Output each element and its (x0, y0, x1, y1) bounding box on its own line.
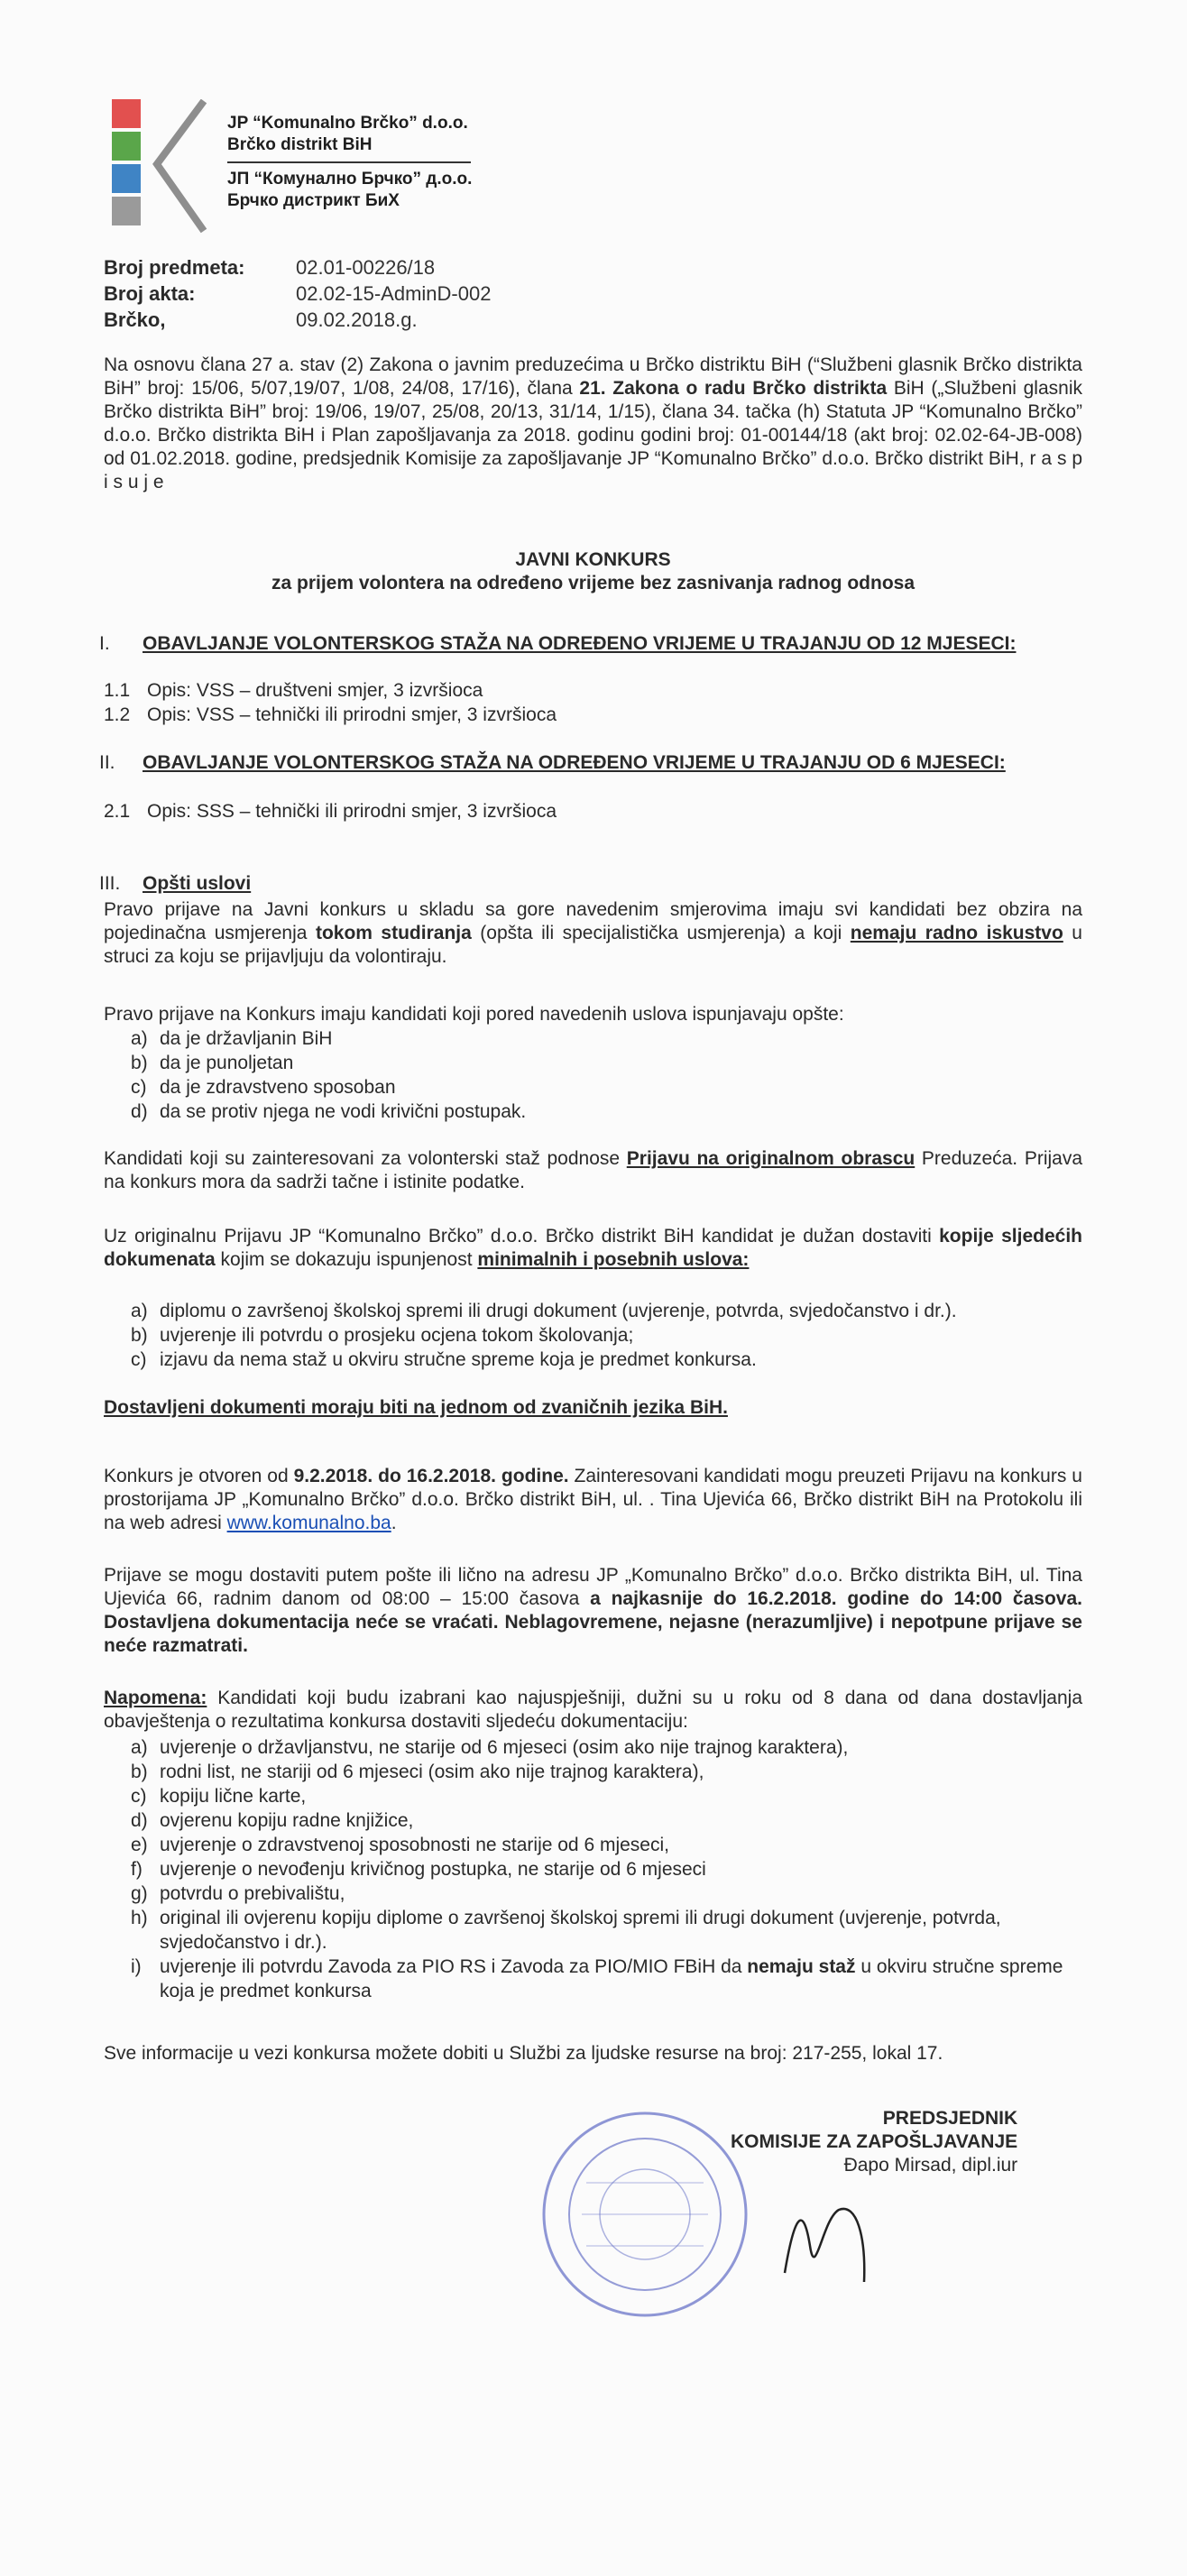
list-item: d) ovjerenu kopiju radne knjižice, (131, 1810, 414, 1831)
list-item: b) uvjerenje ili potvrdu o prosjeku ocjena tokom školovanja; (131, 1325, 634, 1346)
hr-info-paragraph: Sve informacije u vezi konkursa možete dobiti u Službi za ljudske resurse na broj: 217-255, lokal 17. (104, 2043, 943, 2064)
predmet-value: 02.01-00226/18 (296, 256, 436, 279)
signatory-name: Đapo Mirsad, dipl.iur (843, 2155, 1018, 2176)
section-1-items (104, 678, 557, 727)
selected-candidate-documents (104, 1735, 1082, 2003)
required-documents-list (104, 1299, 957, 1372)
list-item: a) uvjerenje o državljanstvu, ne starije od 6 mjeseci (osim ako nije trajnog karaktera), (131, 1737, 849, 1758)
list-item: 1.1 Opis: VSS – društveni smjer, 3 izvršioca (104, 680, 483, 701)
application-form-paragraph: Kandidati koji su zainteresovani za volonterski staž podnose Prijavu na originalnom obrascu Preduzeća. Prijava na konkurs mora da sadrži tačne i istinite podatke. (104, 1148, 1083, 1192)
list-item: a) da je državljanin BiH (131, 1028, 333, 1049)
list-item: c) izjavu da nema staž u okviru stručne spreme koja je predmet konkursa. (131, 1349, 757, 1370)
org-district-cyrillic: Брчко дистрикт БиХ (227, 191, 400, 210)
list-item: e) uvjerenje o zdravstvenoj sposobnosti ne starije od 6 mjeseci, (131, 1835, 669, 1855)
required-documents-paragraph: Uz originalnu Prijavu JP “Komunalno Brčko” d.o.o. Brčko distrikt BiH kandidat je dužan dostaviti kopije sljedećih dokumenata kojim se dokazuju ispunjenost minimalnih i posebnih uslova: (104, 1226, 1082, 1270)
section-3-heading: III. Opšti uslovi (99, 873, 252, 894)
place-label: Brčko, (104, 308, 166, 331)
section-2-heading: II. OBAVLJANJE VOLONTERSKOG STAŽA NA ODREĐENO VRIJEME U TRAJANJU OD 6 MJESECI: (99, 752, 1006, 773)
note-paragraph: Napomena: Kandidati koji budu izabrani kao najuspješniji, dužni su u roku od 8 dana od dana dostavljanja obavještenja o rezultatima konkursa dostaviti sljedeću dokumentaciju: (104, 1688, 1082, 1732)
handwritten-signature (776, 2183, 902, 2291)
org-divider (227, 161, 471, 163)
website-link[interactable]: www.komunalno.ba (226, 1513, 391, 1533)
akt-label: Broj akta: (104, 282, 196, 305)
signature-block (731, 2107, 1017, 2177)
list-item: b) rodni list, ne stariji od 6 mjeseci (osim ako nije trajnog karaktera), (131, 1762, 704, 1782)
signature-title-1: PREDSJEDNIK (882, 2108, 1018, 2129)
intro-paragraph: Na osnovu člana 27 a. stav (2) Zakona o javnim preduzećima u Brčko distriktu BiH (“Službeni glasnik Brčko distrikta BiH” broj: 15/06, 5/07,19/07, 1/08, 24/08, 17/16), člana 21. Zakona o radu Brčko distrikta BiH („Službeni glasnik Brčko distrikta BiH” broj: 19/06, 19/07, 25/08, 20/13, 31/14, 1/15), člana 34. tačka (h) Statuta JP “Komunalno Brčko” d.o.o. Brčko distrikta BiH i Plan zapošljavanja za 2018. godinu godini broj: 01-00144/18 (akt broj: 02.02-64-JB-008) od 01.02.2018. godine, predsjednik Komisije za zapošljavanje JP “Komunalno Brčko” d.o.o. Brčko distrikt BiH, r a s p i s u j e (104, 354, 1083, 492)
list-item: b) da je punoljetan (131, 1053, 294, 1073)
signature-title-2: KOMISIJE ZA ZAPOŠLJAVANJE (731, 2131, 1018, 2152)
list-item: a) diplomu o završenoj školskoj spremi ili drugi dokument (uvjerenje, potvrda, svjedočanstvo i dr.). (131, 1301, 957, 1321)
list-item: g) potvrdu o prebivalištu, (131, 1883, 345, 1904)
list-item: i) uvjerenje ili potvrdu Zavoda za PIO RS i Zavoda za PIO/MIO FBiH da nemaju staž u okviru stručne spreme koja je predmet konkursa (131, 1956, 1063, 2001)
section-3-paragraph-2: Pravo prijave na Konkurs imaju kandidati koji pored navedenih uslova ispunjavaju opšte: (104, 1004, 844, 1025)
org-name-latin: JP “Komunalno Brčko” d.o.o. (227, 114, 468, 133)
list-item: h) original ili ovjerenu kopiju diplome o završenoj školskoj spremi ili drugi dokument (uvjerenje, potvrda, svjedočanstvo i dr.). (131, 1908, 1001, 1953)
list-item: 2.1 Opis: SSS – tehnički ili prirodni smjer, 3 izvršioca (104, 801, 557, 822)
document-meta (104, 254, 491, 333)
list-item: c) da je zdravstveno sposoban (131, 1077, 396, 1098)
section-2-items (104, 799, 557, 823)
list-item: f) uvjerenje o nevođenju krivičnog postupka, ne starije od 6 mjeseci (131, 1859, 706, 1880)
section-3-paragraph-1: Pravo prijave na Javni konkurs u skladu sa gore navedenim smjerovima imaju svi kandidati bez obzira na pojedinačna usmjerenja tokom studiranja (opšta ili specijalistička usmjerenja) a koji nemaju radno iskustvo u struci za koju se prijavljuju da volontiraju. (104, 899, 1082, 967)
note-label: Napomena: (104, 1688, 207, 1708)
org-district-latin: Brčko distrikt BiH (227, 135, 373, 154)
general-conditions-list (104, 1026, 526, 1124)
list-item: 1.2 Opis: VSS – tehnički ili prirodni smjer, 3 izvršioca (104, 704, 557, 725)
competition-dates-paragraph: Konkurs je otvoren od 9.2.2018. do 16.2.2018. godine. Zainteresovani kandidati mogu preuzeti Prijavu na konkurs u prostorijama JP „Komunalno Brčko” d.o.o. Brčko distrikt BiH, ul. . Tina Ujevića 66, Brčko distrikt BiH na Protokolu ili na web adresi www.komunalno.ba. (104, 1466, 1082, 1533)
official-language-note: Dostavljeni dokumenti moraju biti na jednom od zvaničnih jezika BiH. (104, 1397, 728, 1418)
list-item: d) da se protiv njega ne vodi krivični postupak. (131, 1101, 527, 1122)
title-line-1: JAVNI KONKURS (515, 549, 671, 570)
document-title (104, 548, 1082, 595)
company-logo (106, 99, 215, 235)
akt-value: 02.02-15-AdminD-002 (296, 282, 492, 305)
title-line-2: za prijem volontera na određeno vrijeme bez zasnivanja radnog odnosa (271, 573, 915, 593)
section-1-heading: I. OBAVLJANJE VOLONTERSKOG STAŽA NA ODREĐENO VRIJEME U TRAJANJU OD 12 MJESECI: (99, 633, 1017, 654)
official-stamp (532, 2102, 758, 2327)
organization-name (227, 113, 472, 212)
org-name-cyrillic: ЈП “Комунално Брчко” д.о.о. (227, 170, 473, 189)
date-value: 09.02.2018.g. (296, 308, 418, 331)
predmet-label: Broj predmeta: (104, 256, 245, 279)
submission-paragraph: Prijave se mogu dostaviti putem pošte ili lično na adresu JP „Komunalno Brčko” d.o.o. Brčko distrikta BiH, ul. Tina Ujevića 66, radnim danom od 08:00 – 15:00 časova a najkasnije do 16.2.2018. godine do 14:00 časova. Dostavljena dokumentacija neće se vraćati. Neblagovremene, nejasne (nerazumljive) i nepotpune prijave se neće razmatrati. (104, 1565, 1082, 1656)
list-item: c) kopiju lične karte, (131, 1786, 307, 1807)
